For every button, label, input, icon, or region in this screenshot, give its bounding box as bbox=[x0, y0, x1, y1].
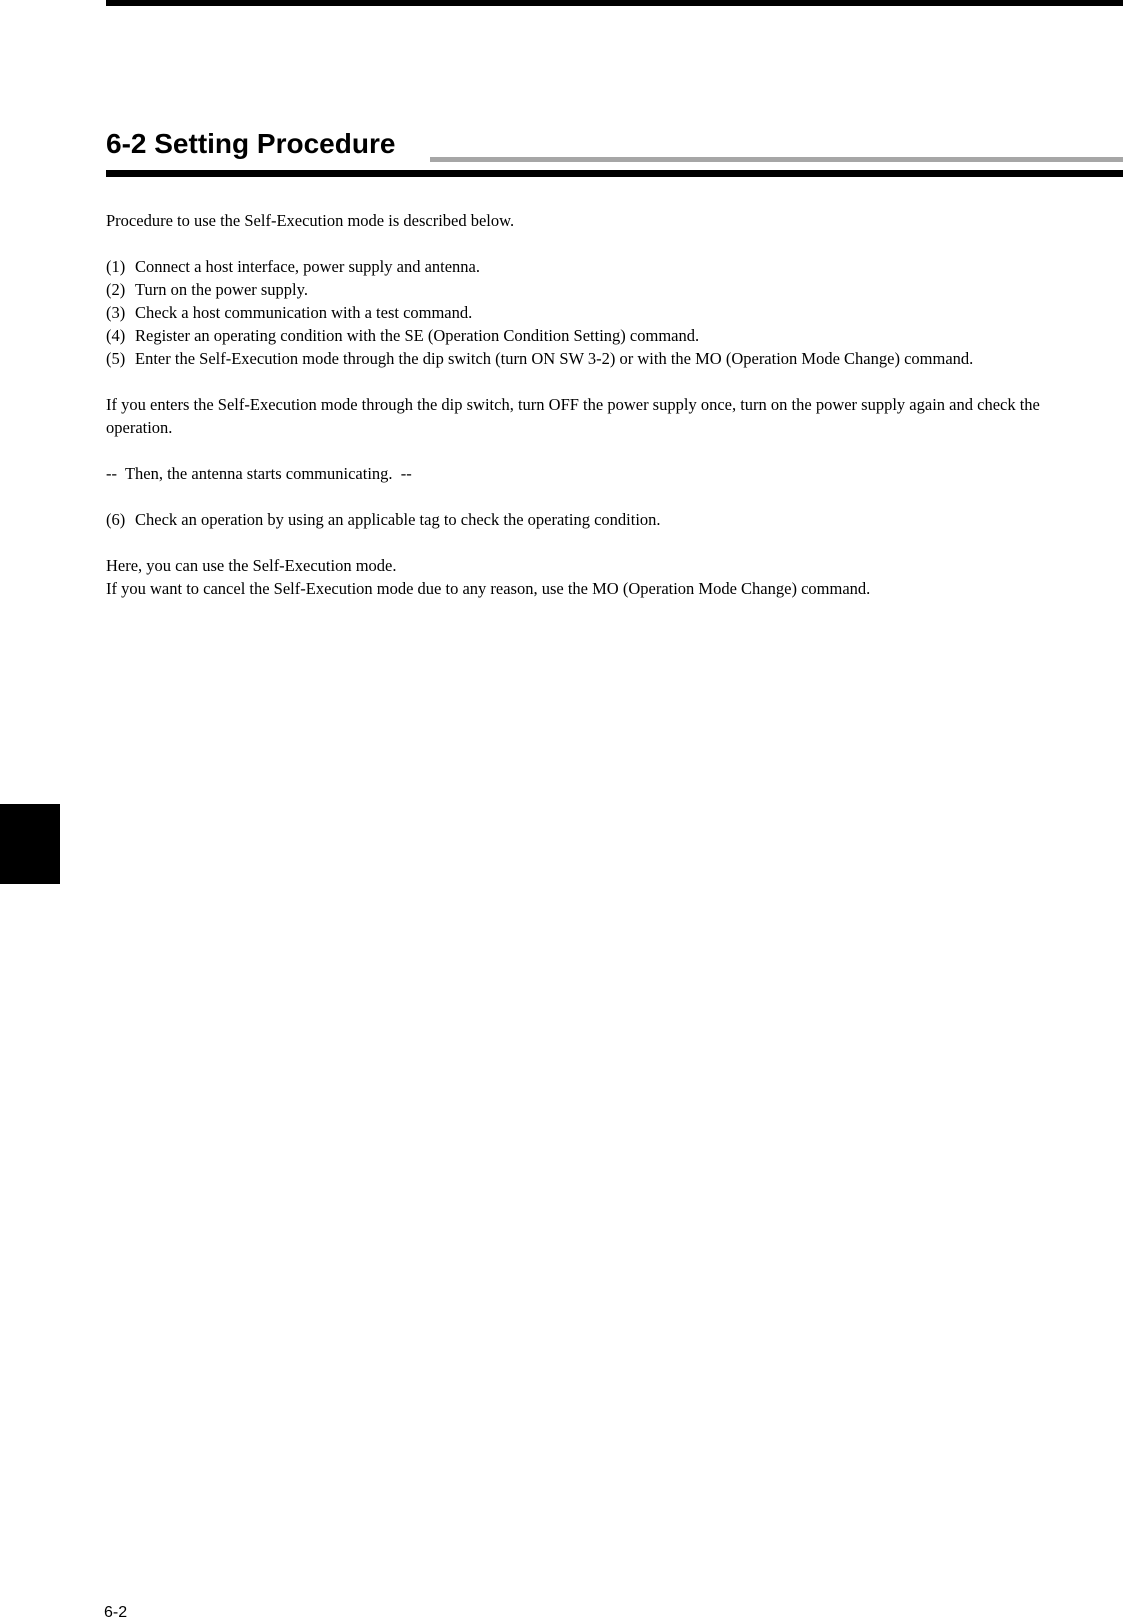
step-text: Turn on the power supply. bbox=[135, 280, 308, 299]
step-text: Check a host communication with a test command. bbox=[135, 303, 473, 322]
section-title: 6-2 Setting Procedure bbox=[106, 128, 396, 159]
step-number: (6) bbox=[106, 510, 126, 529]
step-item bbox=[106, 278, 1106, 301]
step-number: (4) bbox=[106, 326, 126, 345]
dip-switch-note: If you enters the Self-Execution mode through the dip switch, turn OFF the power supply once, turn on the power supply again and check the operation. bbox=[106, 395, 1040, 437]
closing-line: If you want to cancel the Self-Execution mode due to any reason, use the MO (Operation Mode Change) command. bbox=[106, 579, 871, 598]
step-number: (1) bbox=[106, 257, 126, 276]
step-text: Register an operating condition with the SE (Operation Condition Setting) command. bbox=[135, 326, 700, 345]
step-text: Enter the Self-Execution mode through the dip switch (turn ON SW 3-2) or with the MO (Operation Mode Change) command. bbox=[135, 349, 974, 368]
step-item bbox=[106, 347, 1106, 370]
intro-paragraph: Procedure to use the Self-Execution mode is described below. bbox=[106, 211, 515, 230]
step-text: Connect a host interface, power supply and antenna. bbox=[135, 257, 481, 276]
step-item bbox=[106, 508, 1106, 531]
closing-line: Here, you can use the Self-Execution mode. bbox=[106, 556, 397, 575]
step-item bbox=[106, 324, 1106, 347]
top-rule bbox=[106, 0, 1123, 6]
antenna-note: -- Then, the antenna starts communicating. -- bbox=[106, 464, 412, 483]
step-item bbox=[106, 301, 1106, 324]
title-black-rule bbox=[106, 170, 1123, 177]
chapter-tab bbox=[0, 804, 60, 884]
section-heading bbox=[106, 126, 1123, 166]
procedure-body bbox=[106, 209, 1106, 600]
step-number: (2) bbox=[106, 280, 126, 299]
step-number: (3) bbox=[106, 303, 126, 322]
step-item bbox=[106, 255, 1106, 278]
page-number: 6-2 bbox=[104, 1604, 128, 1621]
step-number: (5) bbox=[106, 349, 126, 368]
step-text: Check an operation by using an applicable tag to check the operating condition. bbox=[135, 510, 661, 529]
title-gray-rule bbox=[430, 157, 1123, 162]
